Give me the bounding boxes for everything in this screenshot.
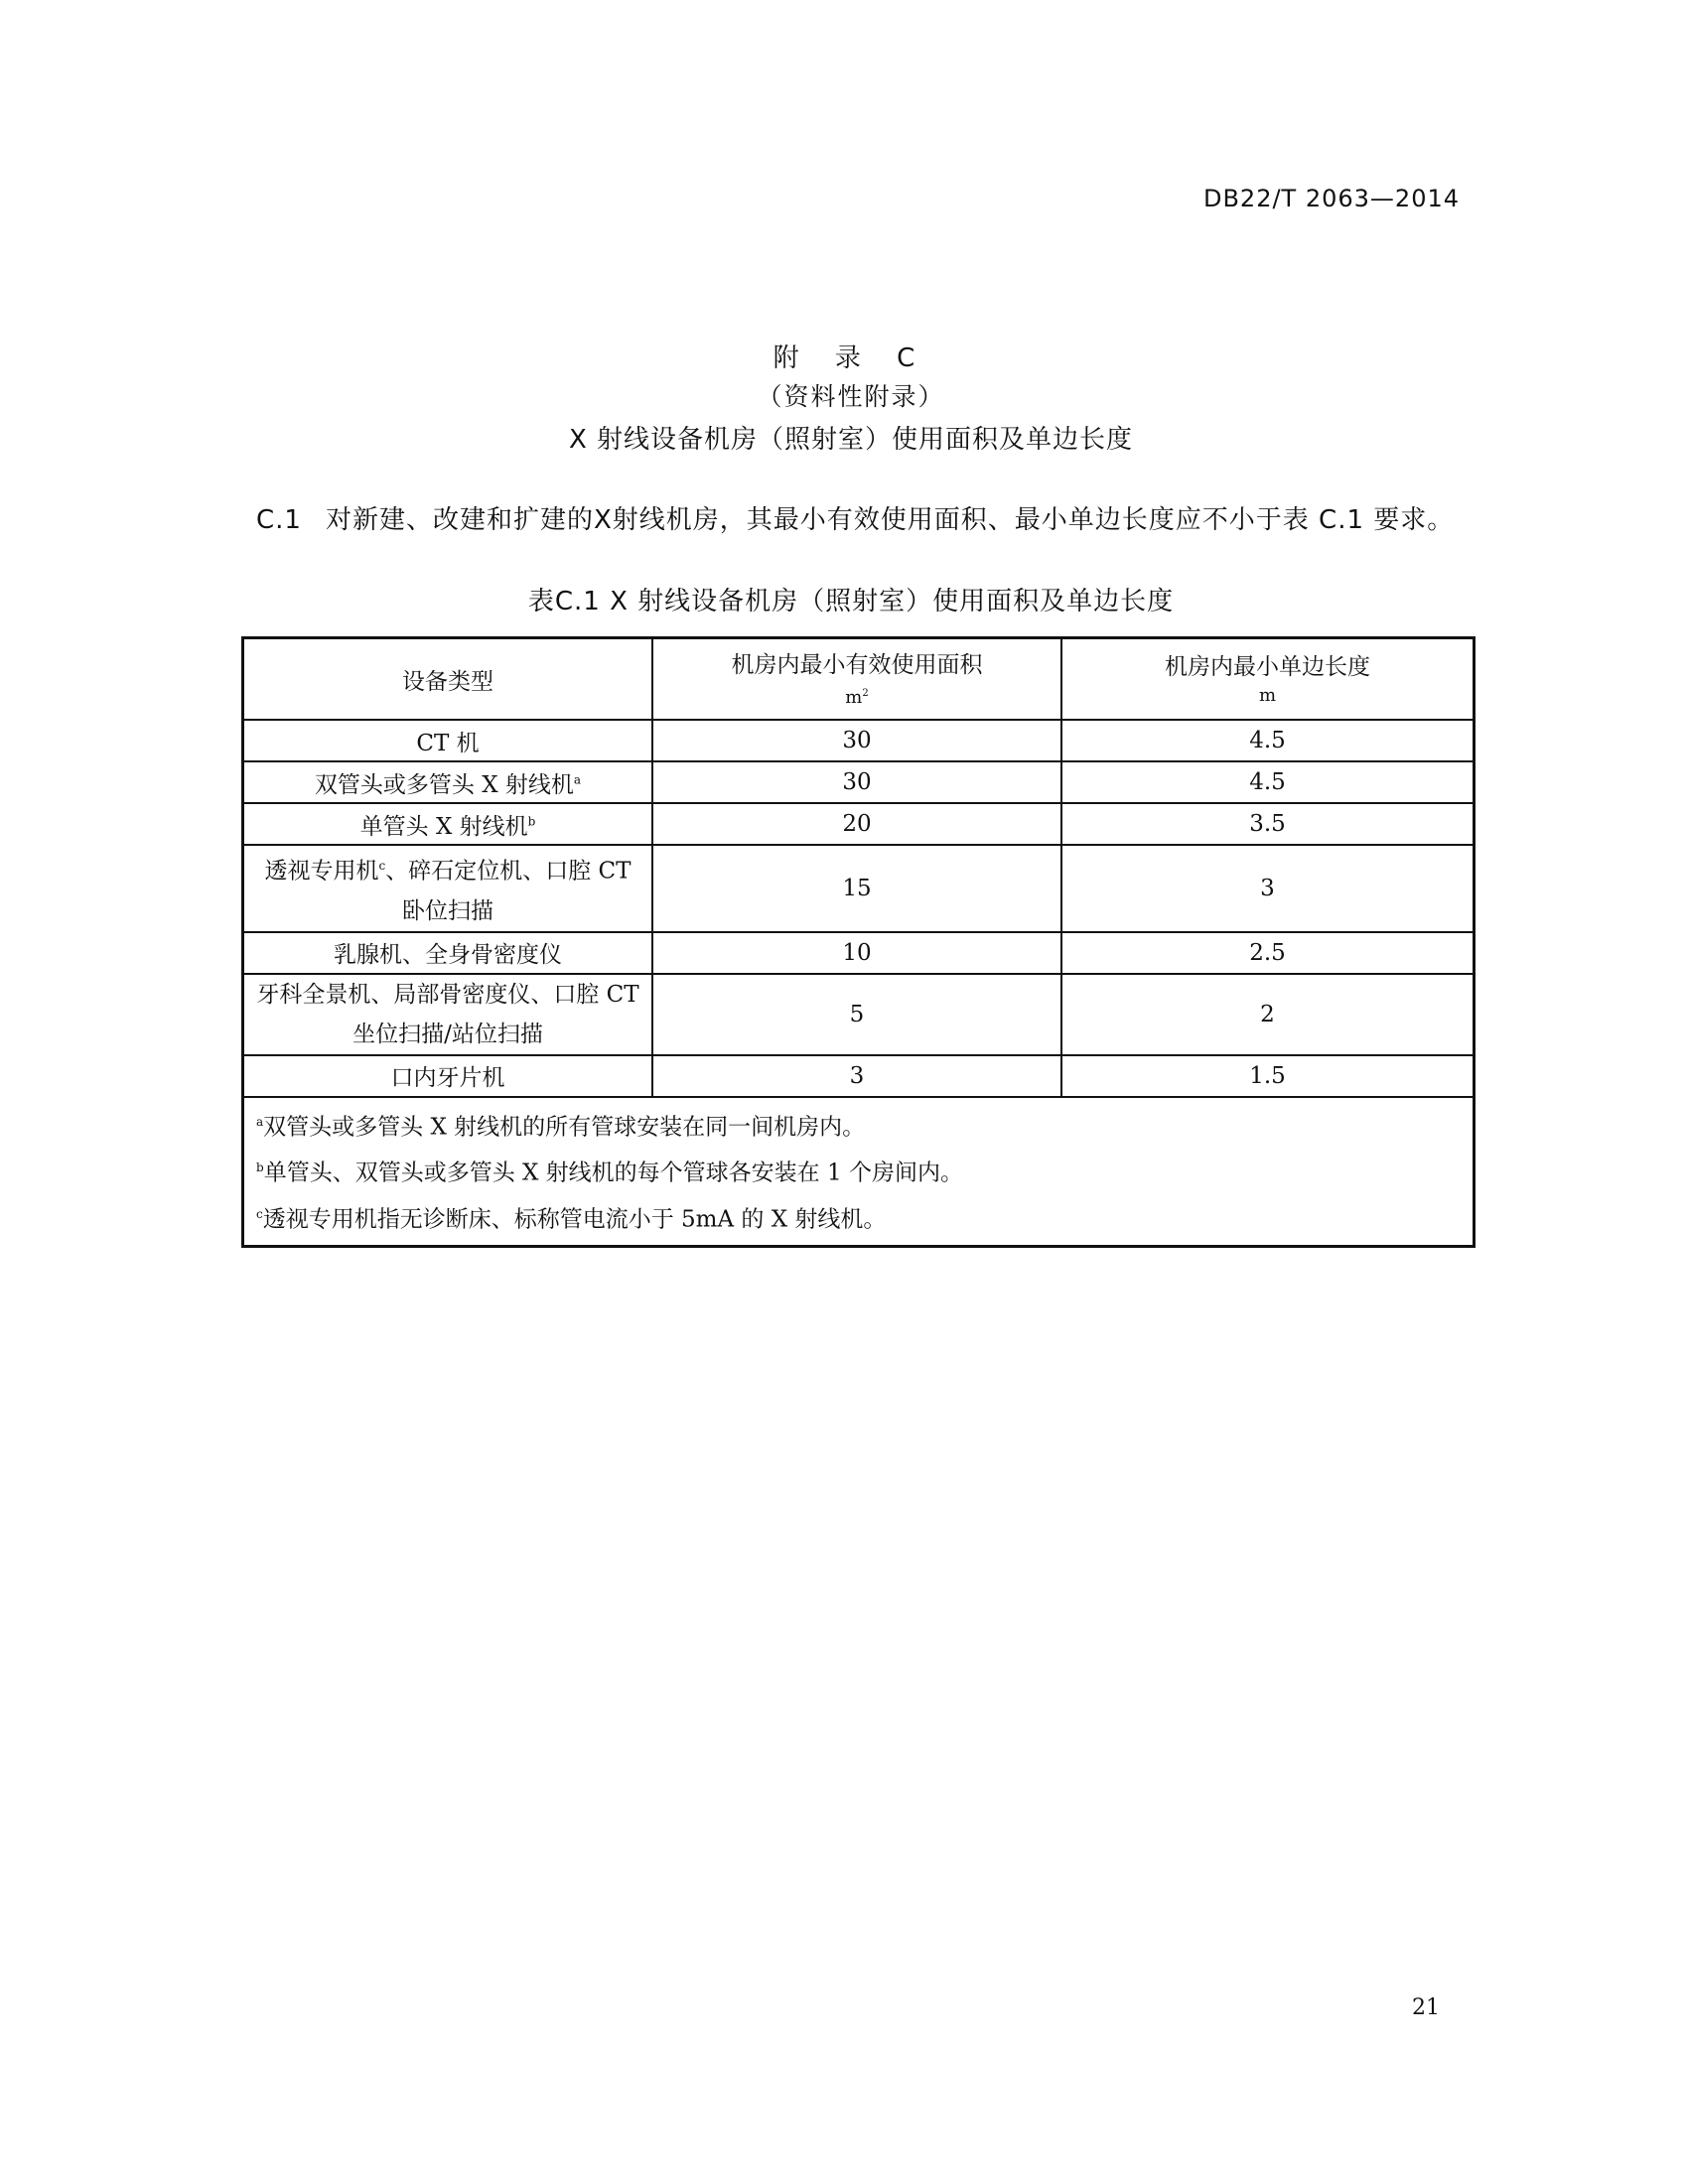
- cell-length: 3: [1061, 845, 1475, 932]
- cell-type: 双管头或多管头 X 射线机$^a$: [243, 761, 653, 803]
- table-row: [243, 720, 1475, 761]
- clause-text: 对新建、改建和扩建的X射线机房，其最小有效使用面积、最小单边长度应不小于表 C.1 要求。: [325, 505, 1455, 535]
- cell-type: 口内牙片机: [243, 1055, 653, 1097]
- header-type: 设备类型: [243, 638, 653, 721]
- cell-type: 透视专用机$^c$、碎石定位机、口腔 CT 卧位扫描: [243, 845, 653, 932]
- table-row: [243, 932, 1475, 974]
- cell-area: 30: [652, 720, 1061, 761]
- header-area-label: 机房内最小有效使用面积: [731, 651, 983, 678]
- clause-number: C.1: [256, 505, 302, 535]
- cell-type: CT 机: [243, 720, 653, 761]
- cell-type: 牙科全景机、局部骨密度仪、口腔 CT 坐位扫描/站位扫描: [243, 974, 653, 1055]
- cell-area: 5: [652, 974, 1061, 1055]
- appendix-note: （资料性附录）: [757, 382, 945, 411]
- table-caption: 表C.1 X 射线设备机房（照射室）使用面积及单边长度: [527, 587, 1175, 616]
- footnote-mark: b: [527, 813, 536, 828]
- header-length-label: 机房内最小单边长度: [1165, 653, 1370, 680]
- cell-area: 30: [652, 761, 1061, 803]
- cell-area: 20: [652, 803, 1061, 845]
- header-area-unit: $m^2$: [845, 686, 869, 708]
- cell-type: 单管头 X 射线机$^b$: [243, 803, 653, 845]
- cell-area: 3: [652, 1055, 1061, 1097]
- table-note: $^c$透视专用机指无诊断床、标称管电流小于 5mA 的 X 射线机。: [256, 1206, 887, 1233]
- table-row: [243, 761, 1475, 803]
- cell-length: 2: [1061, 974, 1475, 1055]
- appendix-subtitle: X 射线设备机房（照射室）使用面积及单边长度: [568, 425, 1134, 455]
- table-notes-row: [243, 1097, 1475, 1246]
- requirements-table: [241, 636, 1476, 1248]
- cell-type: 乳腺机、全身骨密度仪: [243, 932, 653, 974]
- page-number: 21: [1412, 1995, 1440, 2020]
- table-header-row: [243, 638, 1475, 721]
- table-row: [243, 1055, 1475, 1097]
- cell-length: 1.5: [1061, 1055, 1475, 1097]
- table-row: [243, 845, 1475, 932]
- clause-c1: [256, 499, 1454, 536]
- table-row: [243, 974, 1475, 1055]
- appendix-title: 附 录 C: [773, 343, 929, 373]
- table-note: $^a$双管头或多管头 X 射线机的所有管球安装在同一间机房内。: [256, 1114, 866, 1141]
- cell-length: 4.5: [1061, 761, 1475, 803]
- table-notes: [243, 1097, 1475, 1246]
- table-note: $^b$单管头、双管头或多管头 X 射线机的每个管球各安装在 1 个房间内。: [256, 1160, 963, 1186]
- footnote-mark: c: [378, 859, 386, 873]
- header-length-unit: m: [1258, 684, 1277, 706]
- footnote-mark: a: [573, 771, 582, 786]
- cell-length: 2.5: [1061, 932, 1475, 974]
- cell-area: 15: [652, 845, 1061, 932]
- cell-length: 4.5: [1061, 720, 1475, 761]
- cell-area: 10: [652, 932, 1061, 974]
- document-code: DB22/T 2063—2014: [1202, 185, 1460, 212]
- header-area: [652, 638, 1061, 721]
- cell-length: 3.5: [1061, 803, 1475, 845]
- table-row: [243, 803, 1475, 845]
- header-length: [1061, 638, 1475, 721]
